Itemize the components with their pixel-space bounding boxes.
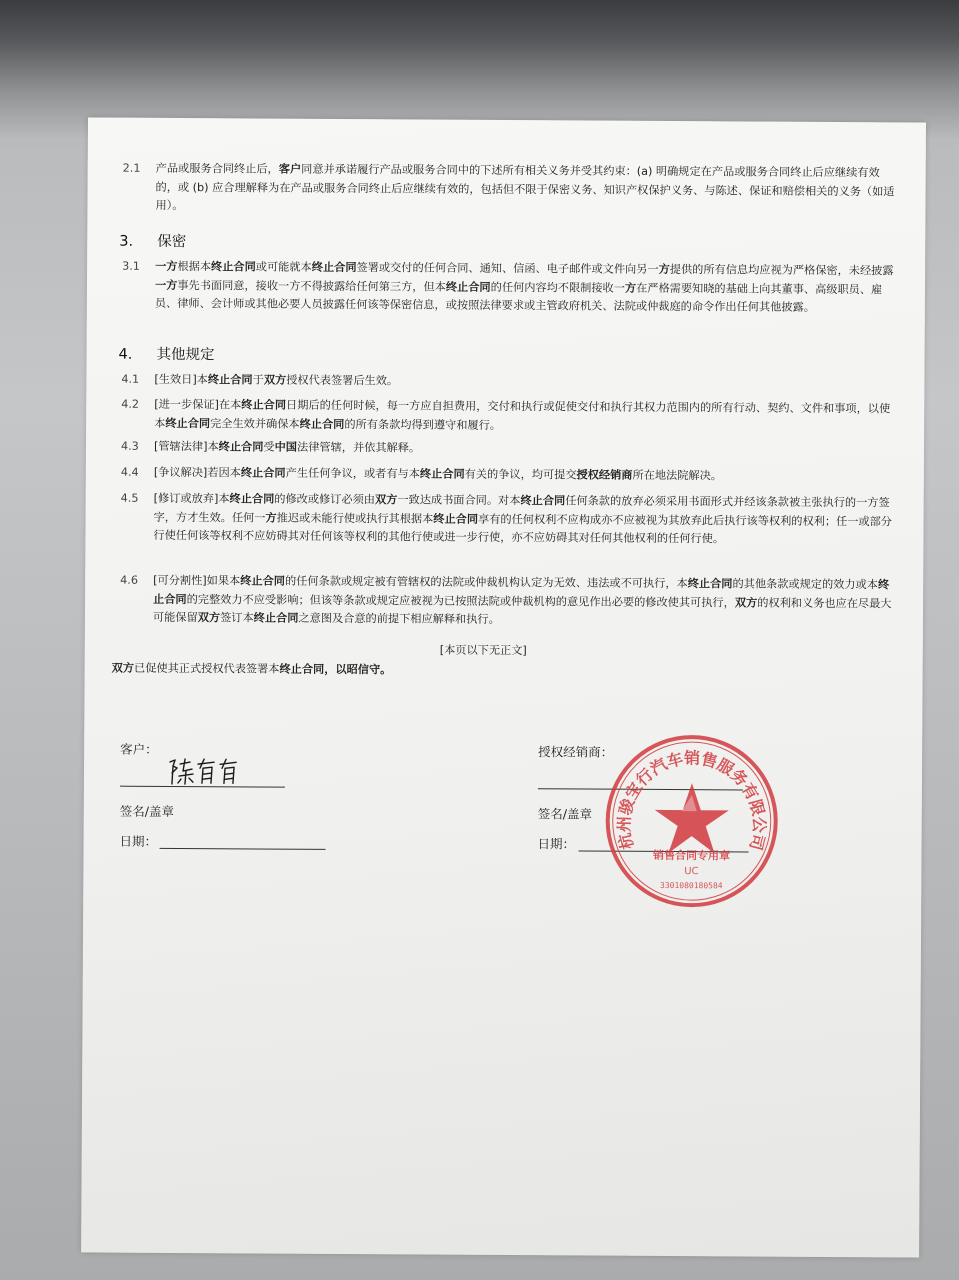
clause-text: [生效日]本终止合同于双方授权代表签署后生效。 [154,372,399,388]
clause-number: 4.1 [121,372,140,386]
customer-date-line [160,848,326,850]
end-of-text-note: [本页以下无正文] [439,643,527,658]
section-title: 其他规定 [156,346,215,364]
clause-text: [修订或放弃]本终止合同的修改或修订必须由双方一致达成书面合同。对本终止合同任何条款的放弃必须采用书面形式并经该条款被主张执行的一方签字，方才生效。任何一方推迟或未能行使或执行其根据本终止合同享有的任何权利不应构成亦不应被视为其放弃此后执行该等权利的权利；任一或部分行使任何该等权利不应妨碍其对任何该等权利的其他行使或进一步行使，亦不应妨碍其对任何其他权利的任何行使。 [153,491,893,546]
document-page [81,117,926,1257]
clause-4-6 [115,572,905,626]
customer-date-label: 日期： [119,833,158,849]
section-number: 4. [118,346,133,363]
clause-number: 4.5 [120,491,139,505]
customer-label: 客户： [120,741,158,757]
customer-signature-line [120,786,285,788]
seal-mark: UC [684,866,699,878]
dealer-label: 授权经销商： [538,744,614,760]
clause-number: 4.6 [120,573,139,587]
clause-text: 一方根据本终止合同或可能就本终止合同签署或交付的任何合同、通知、信函、电子邮件或文件向另一方提供的所有信息均应视为严格保密，未经披露一方事先书面同意，接收一方不得披露给任何第三方，但本终止合同的任何内容均不限制接收一方在严格需要知晓的基础上向其董事、高级职员、雇员、律师、会计师或其他必要人员披露任何该等保密信息，或按照法律要求或主管政府机关、法院或仲裁庭的命令作出任何其他披露。 [154,259,894,314]
clause-text: [进一步保证]在本终止合同日期后的任何时候，每一方应自担费用，交付和执行或促使交付和执行其权力范围内的所有行动、契约、文件和事项，以使本终止合同完全生效并确保本终止合同的所有条款均得到遵守和履行。 [154,397,891,432]
clause-text: 产品或服务合同终止后，客户同意并承诺履行产品或服务合同中的下述所有相关义务并受其约束：(a) 明确规定在产品或服务合同终止后应继续有效的，或 (b) 应合理解释为在产品或服务合同终止后应继续有效的，包括但不限于保密义务、知识产权保护义务、与陈述、保证和赔偿相关的义务（如适用）。 [155,161,895,213]
clause-3-1 [117,258,907,337]
clause-number: 2.1 [122,161,141,175]
clause-number: 4.4 [120,465,139,479]
clause-number: 3.1 [122,259,140,273]
clause-4-5 [116,490,906,546]
customer-sign-stamp-label: 签名/盖章 [119,803,175,819]
clause-text: [管辖法律]本终止合同受中国法律管辖，并依其解释。 [153,439,421,455]
section-heading-confidentiality [119,230,186,251]
seal-purpose-text: 销售合同专用章 [652,848,731,863]
clause-4-3 [116,438,906,455]
section-title: 保密 [157,233,187,251]
dealer-sign-stamp-label: 签名/盖章 [537,806,593,822]
customer-handwriting-text: 陈有有 [166,755,170,757]
section-heading-other [119,343,215,365]
seal-code: 3301080180584 [659,880,723,891]
closing-statement: 双方已促使其正式授权代表签署本终止合同，以昭信守。 [111,661,392,677]
clause-4-1 [116,371,906,388]
clause-text: [可分割性]如果本终止合同的任何条款或规定被有管辖权的法院或仲裁机构认定为无效、违法或不可执行，本终止合同的其他条款或规定的效力或本终止合同的完整效力不应受影响；但该等条款或规定应被视为已按照法院或仲裁机构的意见作出必要的修改使其可执行，双方的权利和义务也应在尽最大可能保留双方签订本终止合同之意图及合意的前提下相应解释和执行。 [152,573,892,626]
clause-4-2 [116,396,906,432]
customer-handwritten-signature [166,756,256,787]
clause-number: 4.3 [120,439,139,453]
clause-2-1 [117,160,907,221]
clause-4-4 [116,464,906,483]
dealer-date-label: 日期： [537,836,576,852]
clause-number: 4.2 [121,397,140,411]
clause-text: [争议解决]若因本终止合同产生任何争议，或者有与本终止合同有关的争议，均可提交授权经销商所在地法院解决。 [153,465,723,483]
company-seal-stamp [601,731,782,912]
seal-company-name: 杭州骏宝行汽车销售服务有限公司 [614,748,769,853]
section-number: 3. [119,233,134,250]
